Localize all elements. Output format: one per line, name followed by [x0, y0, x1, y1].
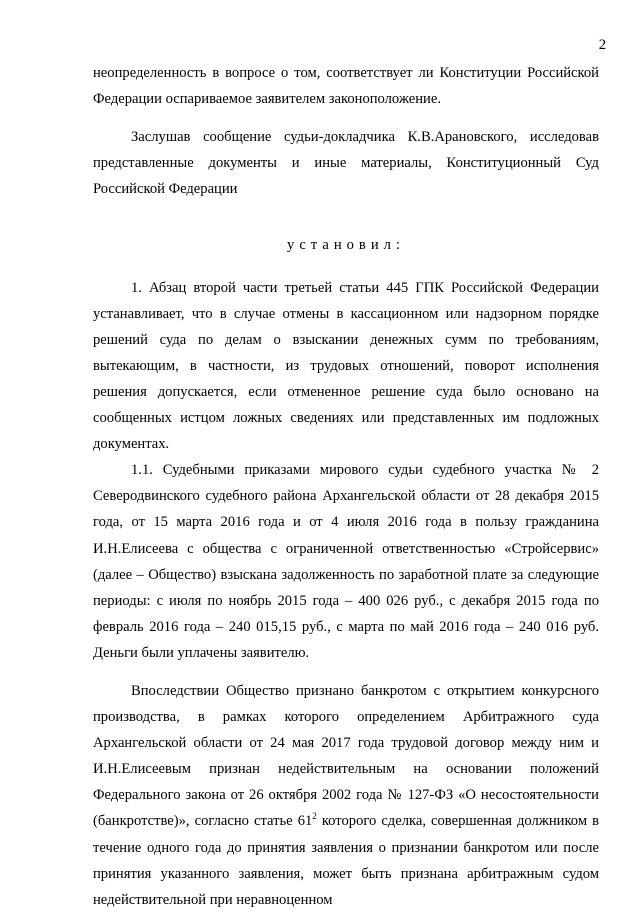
page-number: 2 — [598, 37, 606, 53]
paragraph-hearing: Заслушав сообщение судьи-докладчика К.В.Арановского, исследовав представленные документы и иные материалы, Конституционный Суд Российской Федерации — [93, 129, 599, 198]
paragraph-text-part: Впоследствии Общество признано банкротом с открытием конкурсного производства, в рамках которого определением Арбитражного суда Архангельской области от 24 мая 2017 года трудовой договор между ним и И.Н.Елисеевым признан недействительным на основании положений Федерального закона от 26 октября 2002 года № 127-ФЗ «О несостоятельности (банкротстве)», согласно статье 61 — [93, 682, 599, 830]
paragraph-continuation: неопределенность в вопросе о том, соответствует ли Конституции Российской Федерации оспариваемое заявителем законоположение. — [93, 65, 599, 108]
paragraph-1: 1. Абзац второй части третьей статьи 445 ГПК Российской Федерации устанавливает, что в случае отмены в кассационном или надзорном порядке решений суда по делам о взыскании денежных сумм по требованиям, вытекающим, в частности, из трудовых отношений, поворот исполнения решения допускается, если отмененное решение суда было основано на сообщенных истцом ложных сведениях или представленных им подложных документах. — [93, 279, 599, 453]
document-body — [93, 60, 599, 913]
paragraph-text-part: которого сделка, совершенная должником в течение одного года до принятия заявления о признании банкротом или после принятия указанного заявления, может быть признана арбитражным судом недействительной при неравноценном — [93, 813, 599, 908]
paragraph-1-1: 1.1. Судебными приказами мирового судьи судебного участка № 2 Северодвинского судебного района Архангельской области от 28 декабря 2015 года, от 15 марта 2016 года и от 4 июля 2016 года в пользу гражданина И.Н.Елисеева с общества с ограниченной ответственностью «Стройсервис» (далее – Общество) взыскана задолженность по заработной плате за следующие периоды: с июля по ноябрь 2015 года – 400 026 руб., с декабря 2015 года по февраль 2016 года – 240 015,15 руб., с марта по май 2016 года – 240 016 руб. Деньги были уплачены заявителю. — [93, 462, 599, 661]
section-heading: установил: — [287, 237, 405, 254]
paragraph-subsequently — [93, 678, 599, 913]
superscript: 2 — [312, 811, 317, 822]
